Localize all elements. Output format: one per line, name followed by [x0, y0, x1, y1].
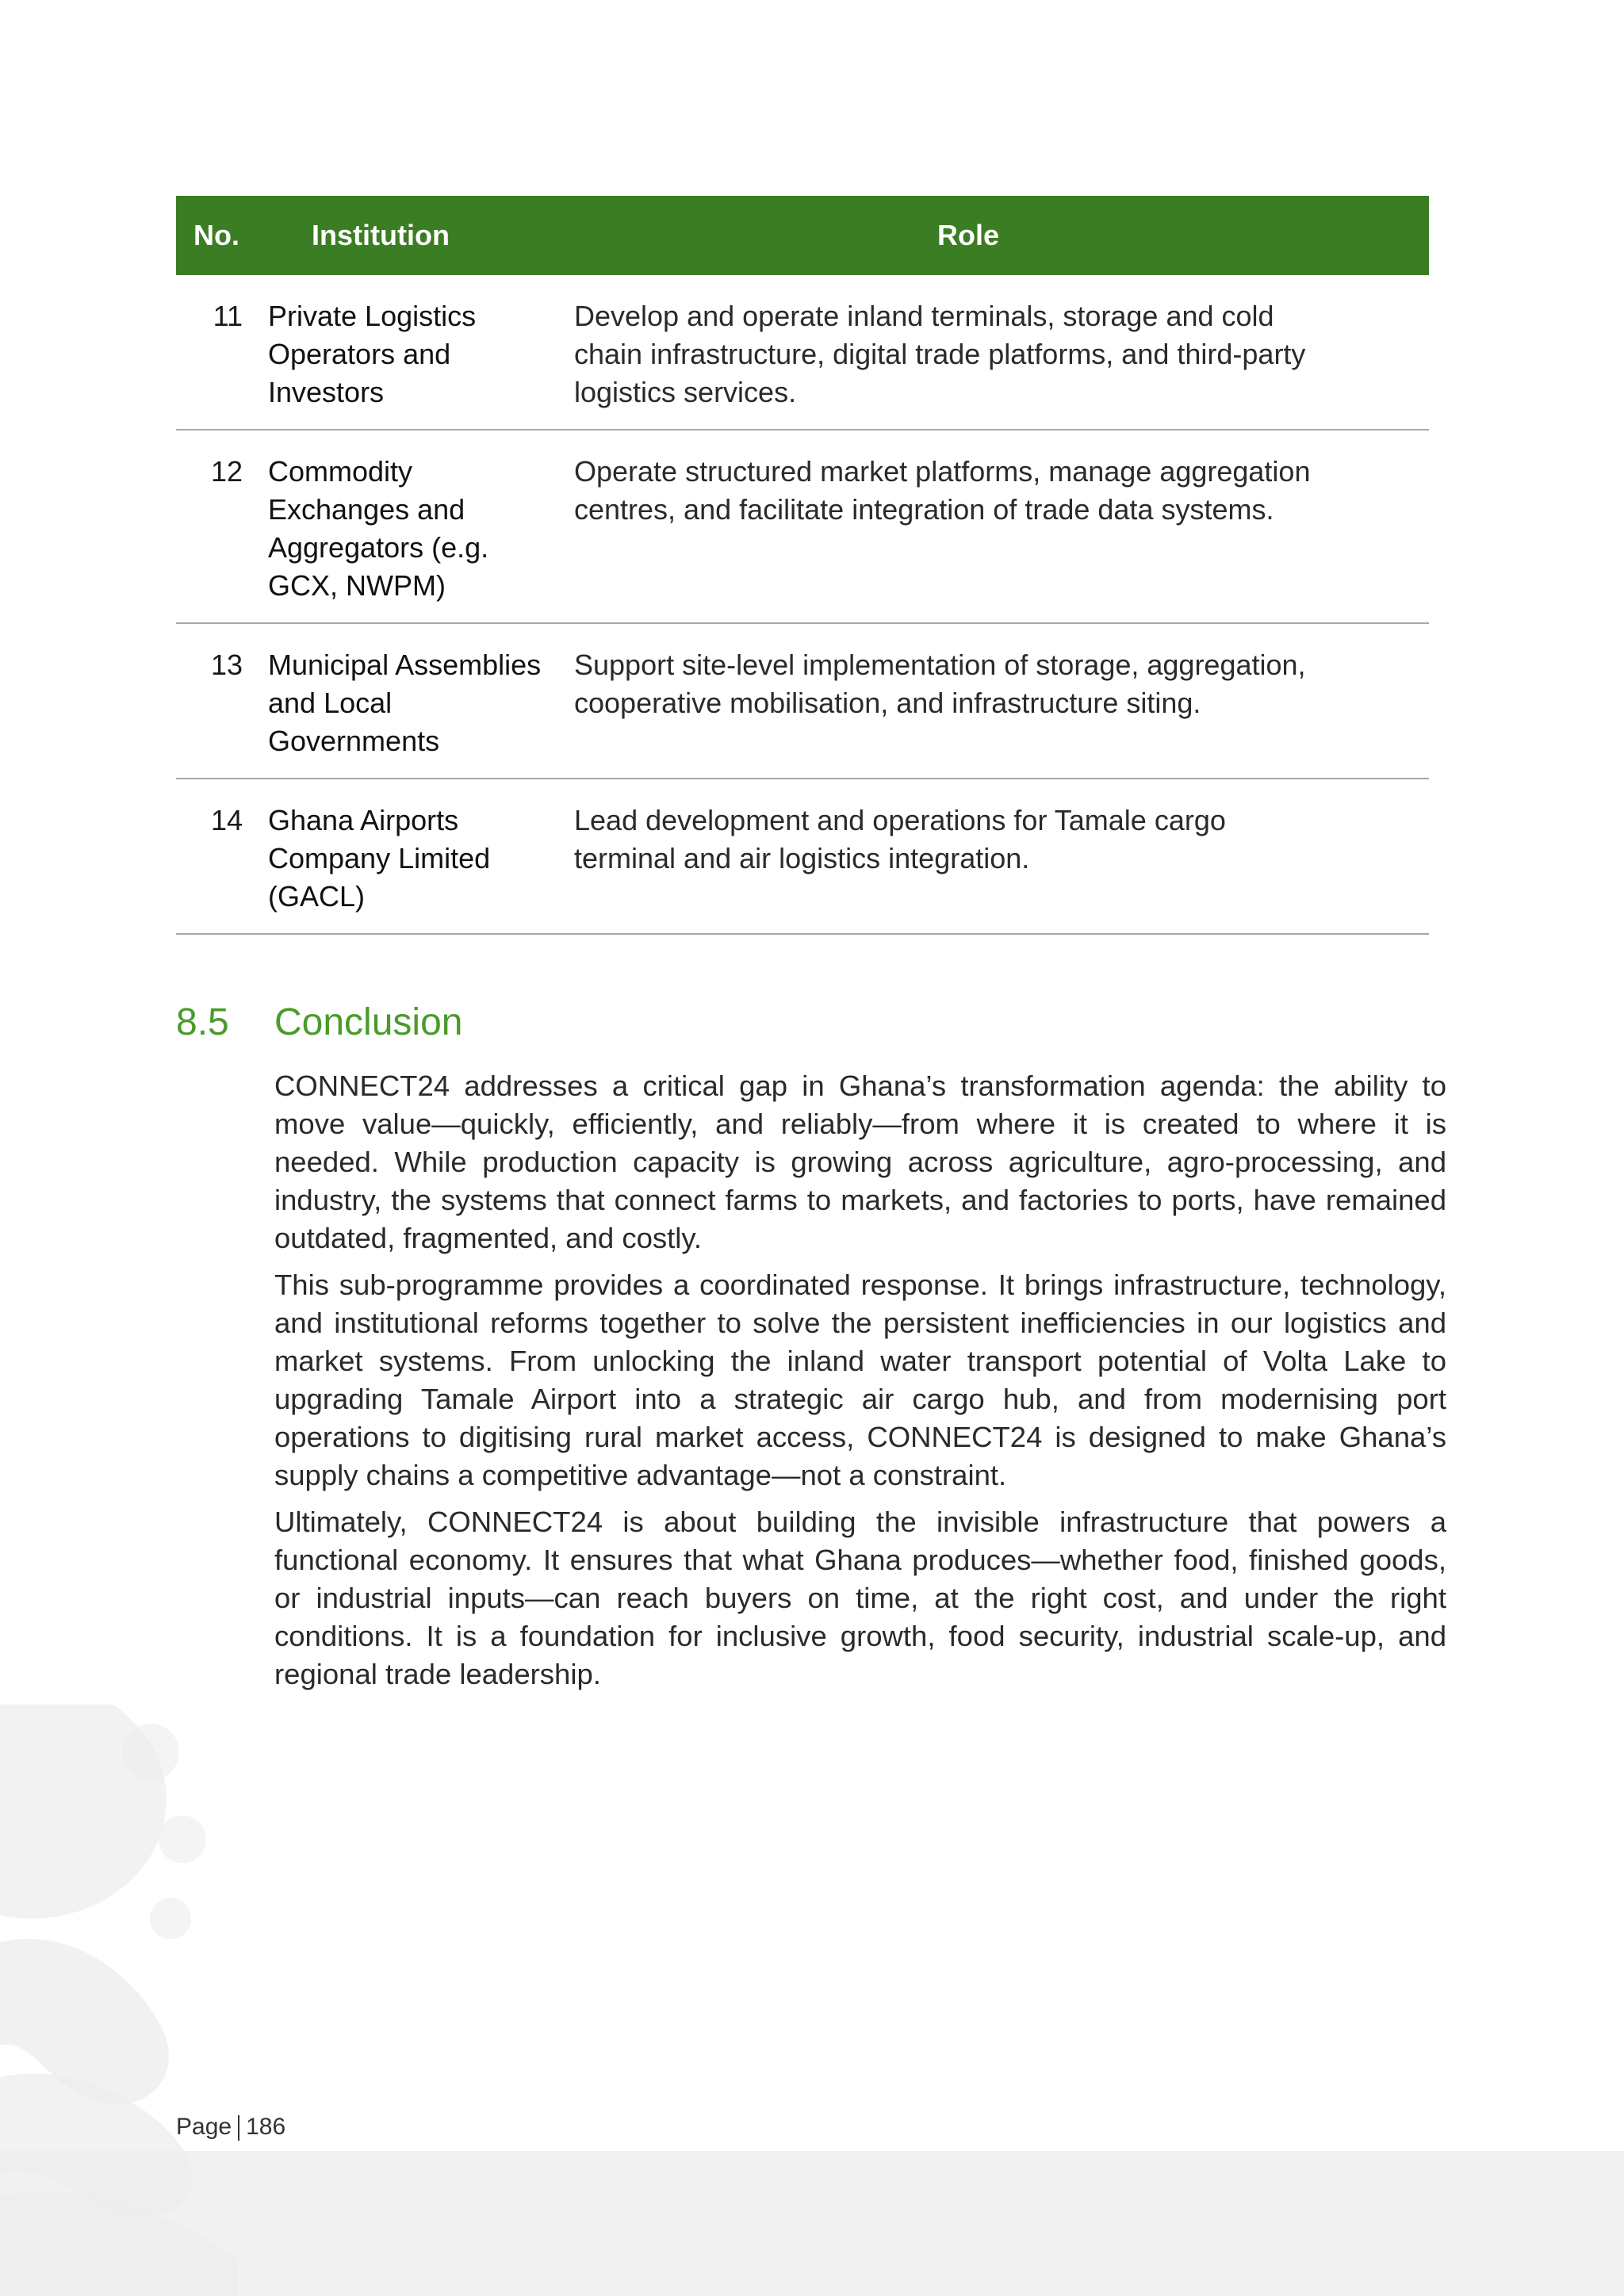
institution-line: and Local	[268, 687, 393, 719]
section-heading	[176, 1001, 462, 1044]
header-institution: Institution	[312, 219, 450, 251]
paragraph: Ultimately, CONNECT24 is about building the invisible infrastructure that powers a functional economy. It ensures that what Ghana produces—whether food, finished goods, or industrial inputs—can reach buyers on time, at the right cost, and under the right conditions. It is a foundation for inclusive growth, food security, industrial scale-up, and regional trade leadership.	[274, 1506, 1446, 1690]
header-no: No.	[193, 219, 239, 251]
role-line: Develop and operate inland terminals, storage and cold	[574, 300, 1274, 332]
cell-no: 11	[213, 300, 243, 332]
role-line: cooperative mobilisation, and infrastructure siting.	[574, 687, 1201, 719]
cell-no: 14	[210, 804, 243, 836]
table-body	[176, 275, 1429, 935]
cell-no: 13	[210, 649, 243, 681]
role-line: centres, and facilitate integration of trade data systems.	[574, 493, 1274, 526]
table-header	[176, 196, 1429, 275]
role-line: terminal and air logistics integration.	[574, 842, 1030, 874]
cell-institution	[243, 275, 574, 429]
conclusion-body	[274, 1067, 1446, 1702]
page-number: 186	[246, 2114, 286, 2140]
cell-institution	[243, 779, 574, 933]
role-line: Lead development and operations for Tamale cargo	[574, 804, 1226, 836]
role-line: Support site-level implementation of storage, aggregation,	[574, 649, 1306, 681]
cell-role	[574, 275, 1429, 429]
role-line: logistics services.	[574, 376, 797, 408]
institution-line: Aggregators (e.g.	[268, 531, 489, 564]
cell-role	[574, 430, 1429, 622]
page-word: Page	[176, 2114, 232, 2140]
institution-line: Commodity	[268, 455, 413, 488]
institution-line: Private Logistics	[268, 300, 477, 332]
header-role: Role	[936, 219, 999, 251]
page-separator	[238, 2115, 239, 2141]
watermark-emblem-icon	[0, 1705, 333, 2296]
institution-line: Operators and	[268, 338, 451, 370]
institutions-table	[176, 196, 1429, 935]
paragraph: CONNECT24 addresses a critical gap in Ghana’s transformation agenda: the ability to move value—quickly, efficiently, and reliably—from where it is created to where it is needed. While production capacity is growing across agriculture, agro-processing, and industry, the systems that connect farms to markets, and factories to ports, have remained outdated, fragmented, and costly.	[274, 1070, 1446, 1254]
cell-role	[574, 779, 1429, 933]
cell-role	[574, 624, 1429, 778]
institution-line: Municipal Assemblies	[268, 649, 542, 681]
institution-line: Company Limited	[268, 842, 491, 874]
section-number: 8.5	[176, 1001, 229, 1043]
role-line: chain infrastructure, digital trade platforms, and third-party	[574, 338, 1306, 370]
section-title: Conclusion	[274, 1001, 463, 1043]
table-row	[176, 779, 1429, 935]
institution-line: Exchanges and	[268, 493, 465, 526]
institution-line: Investors	[268, 376, 385, 408]
institution-line: Ghana Airports	[268, 804, 459, 836]
role-line: Operate structured market platforms, manage aggregation	[574, 455, 1311, 488]
institution-line: (GACL)	[268, 880, 366, 913]
institution-line: GCX, NWPM)	[268, 569, 446, 602]
paragraph: This sub-programme provides a coordinated response. It brings infrastructure, technology, and institutional reforms together to solve the persistent inefficiencies in our logistics and market systems. From unlocking the inland water transport potential of Volta Lake to upgrading Tamale Airport into a strategic air cargo hub, and from modernising port operations to digitising rural market access, CONNECT24 is designed to make Ghana’s supply chains a competitive advantage—not a constraint.	[274, 1269, 1446, 1491]
page-number-label	[176, 2114, 285, 2141]
table-row	[176, 430, 1429, 624]
cell-institution	[243, 624, 574, 778]
table-row	[176, 624, 1429, 779]
cell-no: 12	[210, 455, 243, 488]
institution-line: Governments	[268, 725, 440, 757]
table-row	[176, 275, 1429, 430]
cell-institution	[243, 430, 574, 622]
